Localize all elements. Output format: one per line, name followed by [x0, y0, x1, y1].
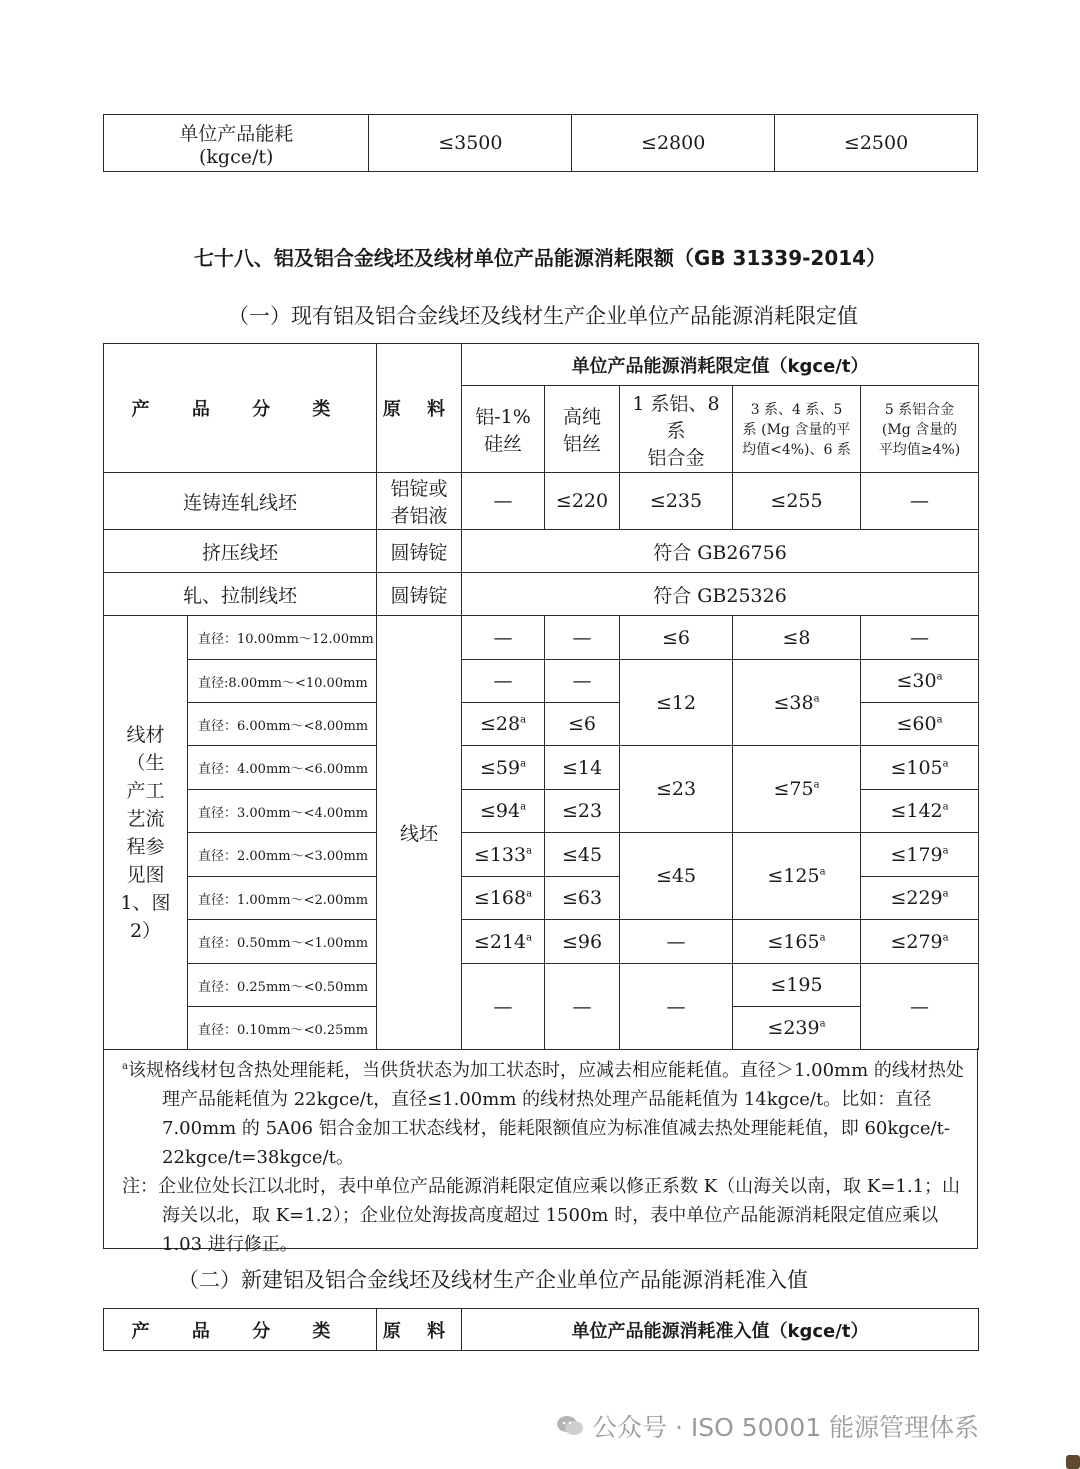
wire-c1: $\le 94^a$ — [462, 790, 545, 833]
wire-c3: ≤23 — [620, 746, 733, 833]
unit-energy-label-cell — [104, 115, 369, 172]
table-notes — [103, 1048, 978, 1255]
entry-value-table — [103, 1308, 979, 1351]
row-jiya-value: 符合 GB26756 — [462, 530, 979, 573]
wire-c4: $\le 75^a$ — [733, 746, 861, 833]
row-lianzhu-value: — — [462, 473, 545, 530]
wire-material: 线坯 — [377, 616, 462, 1050]
row-lianzhu-value: ≤235 — [620, 473, 733, 530]
row-lianzhu-product: 连铸连轧线坯 — [104, 473, 377, 530]
wire-c3: ≤45 — [620, 833, 733, 920]
diameter-cell: 直径：0.10mm～<0.25mm — [188, 1007, 377, 1050]
wire-c5: — — [861, 616, 979, 660]
row-jiya-material: 圆铸锭 — [377, 530, 462, 573]
wire-c1: — — [462, 964, 545, 1050]
col-header-5-series: 5 系铝合金 (Mg 含量的 平均值≥4%) — [861, 386, 979, 473]
wire-c4: $\le 38^a$ — [733, 660, 861, 746]
wire-c5: $\le 105^a$ — [861, 746, 979, 790]
diameter-cell: 直径：6.00mm～<8.00mm — [188, 703, 377, 746]
wire-c2: — — [545, 964, 620, 1050]
diameter-cell: 直径：1.00mm～<2.00mm — [188, 877, 377, 920]
wechat-icon — [556, 1414, 584, 1438]
unit-energy-unit: (kgce/t) — [198, 145, 274, 168]
wire-c2: ≤96 — [545, 920, 620, 964]
section-title: 七十八、铝及铝合金线坯及线材单位产品能源消耗限额（GB 31339-2014） — [193, 246, 887, 270]
wire-c3: ≤12 — [620, 660, 733, 746]
header-material: 原 料 — [377, 344, 462, 473]
row-jiya-product: 挤压线坯 — [104, 530, 377, 573]
wire-c5: — — [861, 964, 979, 1050]
wire-c4: $\le 125^a$ — [733, 833, 861, 920]
wire-c4: ≤8 — [733, 616, 861, 660]
wire-c5: $\le 229^a$ — [861, 877, 979, 920]
header-unit-limit: 单位产品能源消耗限定值（kgce/t） — [462, 344, 979, 386]
wire-c5: $\le 30^a$ — [861, 660, 979, 703]
t2-header-product: 产 品 分 类 — [104, 1309, 377, 1351]
wire-label: 线材 （生 产工 艺流 程参 见图 1、图 2） — [104, 616, 188, 1050]
wire-c1: $\le 59^a$ — [462, 746, 545, 790]
watermark — [556, 1408, 979, 1444]
wire-c5: $\le 60^a$ — [861, 703, 979, 746]
diameter-cell: 直径：0.25mm～<0.50mm — [188, 964, 377, 1007]
wire-c1: — — [462, 660, 545, 703]
value-cell: ≤2500 — [775, 115, 978, 172]
wire-c1: $\le 168^a$ — [462, 877, 545, 920]
col-header-3-4-5-6-series: 3 系、4 系、5 系 (Mg 含量的平 均值<4%)、6 系 — [733, 386, 861, 473]
corner-mark — [1066, 1455, 1080, 1469]
wire-c1: — — [462, 616, 545, 660]
col-header-al-si: 铝-1% 硅丝 — [462, 386, 545, 473]
wire-c3: — — [620, 964, 733, 1050]
wire-c1: $\le 28^a$ — [462, 703, 545, 746]
row-lianzhu-value: ≤220 — [545, 473, 620, 530]
wire-c2: — — [545, 616, 620, 660]
note-a: $^a$该规格线材包含热处理能耗，当供货状态为加工状态时，应减去相应能耗值。直径＞1.00mm 的线材热处理产品能耗值为 22kgce/t，直径≤1.00mm 的线材热处理产品能耗值为 14kgce/t。比如：直径 7.00mm 的 5A06 铝合金加工状态线材，能耗限额值应为标准值减去热处理能耗值，即 60kgce/t-22kgce/t=38kgce/t。 — [122, 1060, 964, 1168]
diameter-cell: 直径:8.00mm～<10.00mm — [188, 660, 377, 703]
row-lianzhu-value: — — [861, 473, 979, 530]
header-product-category: 产 品 分 类 — [104, 344, 377, 473]
wire-c2: ≤45 — [545, 833, 620, 877]
subsection-title-2: （二）新建铝及铝合金线坯及线材生产企业单位产品能源消耗准入值 — [178, 1268, 808, 1292]
watermark-text: 公众号 · ISO 50001 能源管理体系 — [592, 1413, 980, 1442]
wire-c2: ≤6 — [545, 703, 620, 746]
wire-c4: $\le 165^a$ — [733, 920, 861, 964]
wire-c5: $\le 142^a$ — [861, 790, 979, 833]
note-main: 注：企业位处长江以北时，表中单位产品能源消耗限定值应乘以修正系数 K（山海关以南，取 K=1.1；山海关以北，取 K=1.2）；企业位处海拔高度超过 1500m 时，表中单位产品能源消耗限定值应乘以 1.03 进行修正。 — [122, 1176, 961, 1255]
wire-c1: $\le 214^a$ — [462, 920, 545, 964]
top-energy-table — [103, 114, 978, 172]
row-zhala-material: 圆铸锭 — [377, 573, 462, 616]
value-cell: ≤2800 — [572, 115, 775, 172]
col-header-high-purity: 高纯 铝丝 — [545, 386, 620, 473]
diameter-cell: 直径：4.00mm～<6.00mm — [188, 746, 377, 790]
subsection-title-1: （一）现有铝及铝合金线坯及线材生产企业单位产品能源消耗限定值 — [228, 304, 858, 328]
diameter-cell: 直径：0.50mm～<1.00mm — [188, 920, 377, 964]
wire-c5: $\le 279^a$ — [861, 920, 979, 964]
col-header-1-8-series: 1 系铝、8 系 铝合金 — [620, 386, 733, 473]
wire-c4: ≤195 — [733, 964, 861, 1007]
wire-c3: ≤6 — [620, 616, 733, 660]
energy-limit-table — [103, 343, 979, 1050]
row-zhala-product: 轧、拉制线坯 — [104, 573, 377, 616]
t2-header-material: 原 料 — [377, 1309, 462, 1351]
wire-c4: $\le 239^a$ — [733, 1007, 861, 1050]
wire-c2: ≤63 — [545, 877, 620, 920]
diameter-cell: 直径：10.00mm～12.00mm — [188, 616, 377, 660]
row-lianzhu-material: 铝锭或 者铝液 — [377, 473, 462, 530]
wire-c3: — — [620, 920, 733, 964]
wire-c1: $\le 133^a$ — [462, 833, 545, 877]
row-lianzhu-value: ≤255 — [733, 473, 861, 530]
wire-c2: ≤23 — [545, 790, 620, 833]
diameter-cell: 直径：3.00mm～<4.00mm — [188, 790, 377, 833]
wire-c2: ≤14 — [545, 746, 620, 790]
unit-energy-label: 单位产品能耗 — [179, 122, 294, 145]
value-cell: ≤3500 — [369, 115, 572, 172]
diameter-cell: 直径：2.00mm～<3.00mm — [188, 833, 377, 877]
row-zhala-value: 符合 GB25326 — [462, 573, 979, 616]
wire-c2: — — [545, 660, 620, 703]
wire-c5: $\le 179^a$ — [861, 833, 979, 877]
t2-header-unit: 单位产品能源消耗准入值（kgce/t） — [462, 1309, 979, 1351]
